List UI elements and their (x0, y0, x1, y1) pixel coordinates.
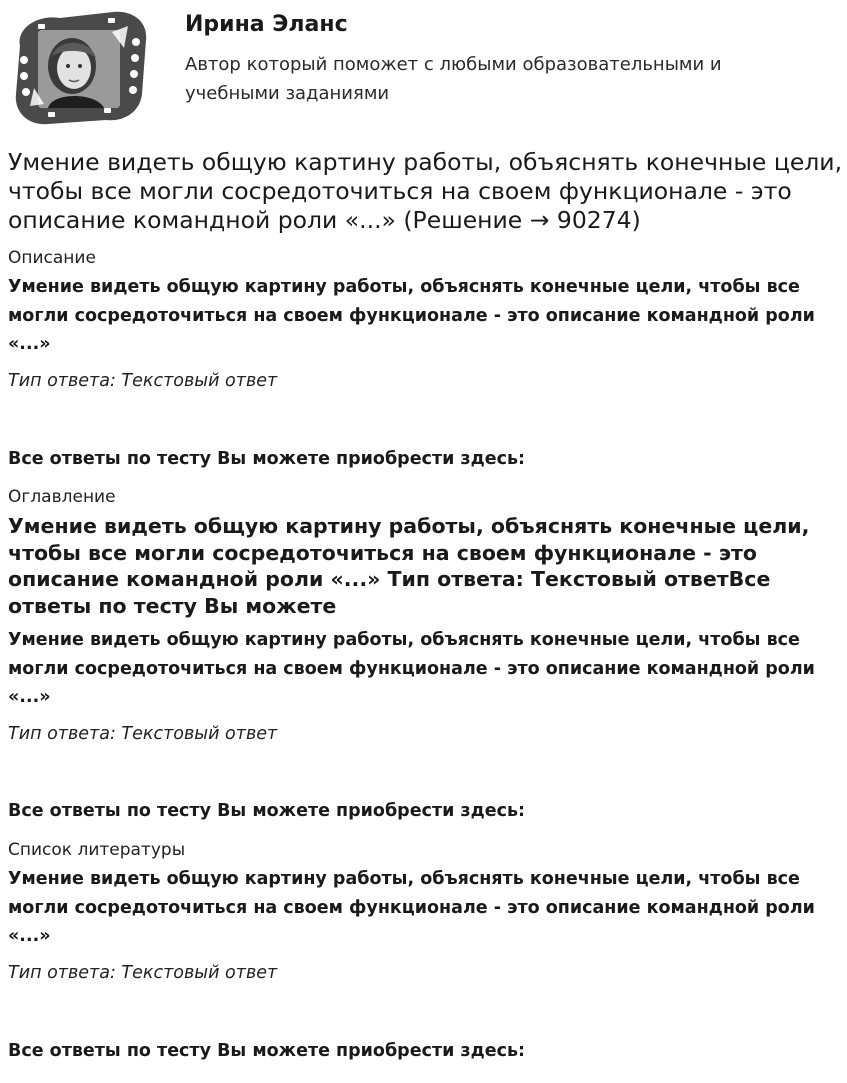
author-description: Автор который поможет с любыми образовательными и учебными заданиями (185, 54, 722, 104)
page-title: Умение видеть общую картину работы, объяснять конечные цели, чтобы все могли сосредоточиться на своем функционале - это описание командной роли «...» (Решение → 90274) (8, 148, 843, 234)
author-name: Ирина Эланс (185, 12, 348, 37)
section-label-references: Список литературы (8, 840, 186, 860)
buy-answers-note: Все ответы по тесту Вы можете приобрести здесь: (8, 449, 526, 469)
author-card (0, 0, 847, 135)
buy-answers-note: Все ответы по тесту Вы можете приобрести здесь: (8, 1041, 526, 1061)
answer-type: Тип ответа: Текстовый ответ (8, 963, 278, 983)
answer-type: Тип ответа: Текстовый ответ (8, 371, 278, 391)
section-label-toc: Оглавление (8, 487, 116, 507)
answer-type: Тип ответа: Текстовый ответ (8, 724, 278, 744)
section-label-description: Описание (8, 248, 96, 268)
author-avatar (8, 8, 150, 126)
toc-heading: Умение видеть общую картину работы, объяснять конечные цели, чтобы все могли сосредоточиться на своем функционале - это описание командной роли «...» Тип ответа: Текстовый ответВсе ответы по тесту Вы можете (8, 514, 810, 618)
buy-answers-note: Все ответы по тесту Вы можете приобрести здесь: (8, 801, 526, 821)
portrait-photo (38, 30, 120, 108)
question-text: Умение видеть общую картину работы, объяснять конечные цели, чтобы все могли сосредоточиться на своем функционале - это описание командной роли «...» (8, 630, 815, 707)
question-text: Умение видеть общую картину работы, объяснять конечные цели, чтобы все могли сосредоточиться на своем функционале - это описание командной роли «...» (8, 277, 815, 354)
question-text: Умение видеть общую картину работы, объяснять конечные цели, чтобы все могли сосредоточиться на своем функционале - это описание командной роли «...» (8, 869, 815, 946)
